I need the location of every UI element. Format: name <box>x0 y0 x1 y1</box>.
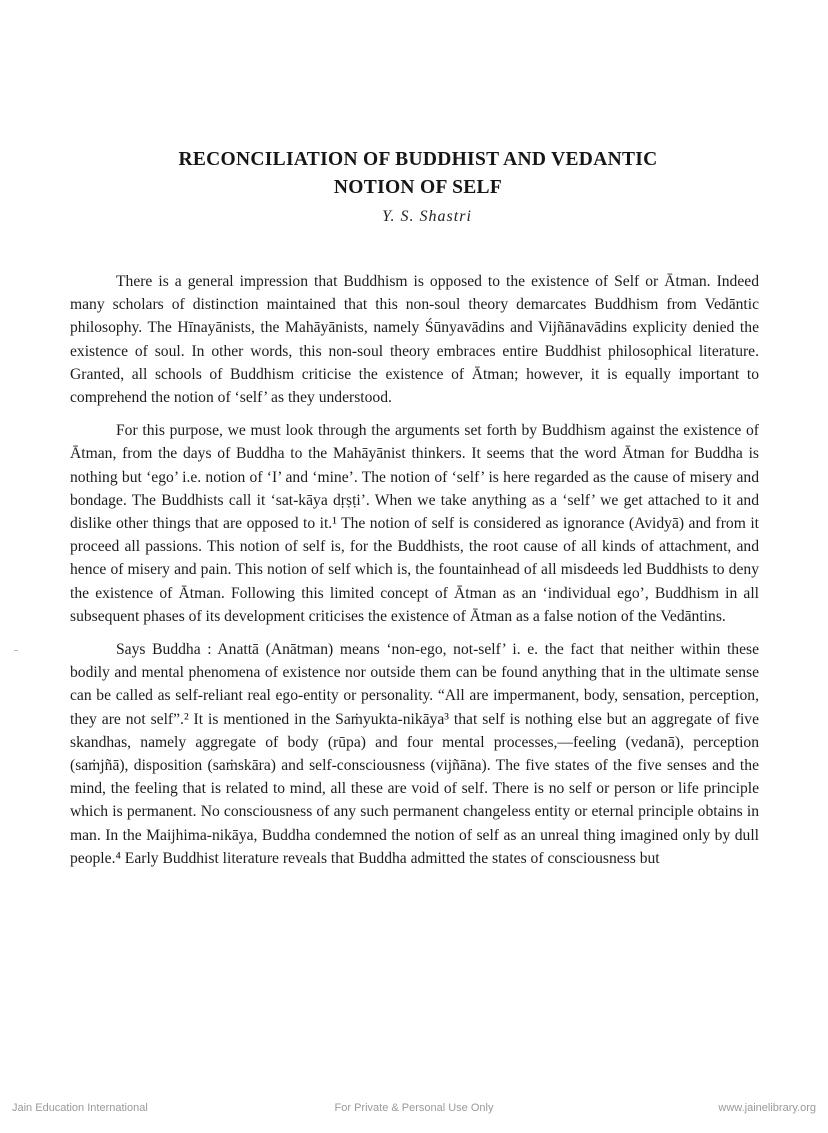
footer-usage-note: For Private & Personal Use Only <box>334 1102 494 1114</box>
article-header <box>0 146 828 226</box>
article-body <box>70 270 759 880</box>
footer-website-link[interactable]: www.jainelibrary.org <box>718 1102 816 1114</box>
article-title-line-1: RECONCILIATION OF BUDDHIST AND VEDANTIC <box>178 149 658 170</box>
article-title-line-2: NOTION OF SELF <box>333 177 503 198</box>
footer-publisher: Jain Education International <box>12 1102 148 1114</box>
paragraph-3: Says Buddha : Anattā (Anātman) means ‘non-ego, not-self’ i. e. the fact that neither within these bodily and mental phenomena of existence nor outside them can be found anything that in the ultimate sense can be called as self-reliant real ego-entity or personality. “All are impermanent, body, sensation, perception, they are not self”.² It is mentioned in the Saṁyukta-nikāya³ that self is nothing else but an aggregate of five skandhas, namely aggregate of body (rūpa) and four mental processes,—feeling (vedanā), perception (saṁjñā), disposition (saṁskāra) and self-consciousness (vijñāna). The five states of the five senses and the mind, the feeling that is related to mind, all these are void of self. There is no self or person or life principle which is permanent. No consciousness of any such permanent changeless entity or eternal principle obtains in man. In the Maijhima-nikāya, Buddha condemned the notion of self as an unreal thing imagined only by dull people.⁴ Early Buddhist literature reveals that Buddha admitted the states of consciousness but <box>70 641 759 867</box>
paragraph-2: For this purpose, we must look through the arguments set forth by Buddhism against the existence of Ātman, from the days of Buddha to the Mahāyānist thinkers. It seems that the word Ātman for Buddha is nothing but ‘ego’ i.e. notion of ‘I’ and ‘mine’. The notion of ‘self’ is here regarded as the cause of misery and bondage. The Buddhists call it ‘sat-kāya dṛṣṭi’. When we take anything as a ‘self’ we get attached to it and dislike other things that are opposed to it.¹ The notion of self is considered as ignorance (Avidyā) and from it proceed all passions. This notion of self is, for the Buddhists, the root cause of all kinds of attachment, and hence of misery and pain. This notion of self which is, the fountainhead of all misdeeds led Buddhists to deny the existence of Ātman. Following this limited concept of Ātman as an ‘individual ego’, Buddhism in all subsequent phases of its development criticises the existence of Ātman as a false notion of the Vedāntins. <box>70 422 759 625</box>
page-footer <box>0 1102 828 1116</box>
paragraph-1: There is a general impression that Buddhism is opposed to the existence of Self or Ātman. Indeed many scholars of distinction maintained that this non-soul theory demarcates Buddhism from Vedāntic philosophy. The Hīnayānists, the Mahāyānists, namely Śūnyavādins and Vijñānavādins explicity denied the existence of soul. In other words, this non-soul theory embraces entire Buddhist philosophical literature. Granted, all schools of Buddhism criticise the existence of Ātman; however, it is equally important to comprehend the notion of ‘self’ as they understood. <box>70 273 759 407</box>
margin-mark <box>14 650 18 651</box>
author-name: Y. S. Shastri <box>382 208 472 225</box>
